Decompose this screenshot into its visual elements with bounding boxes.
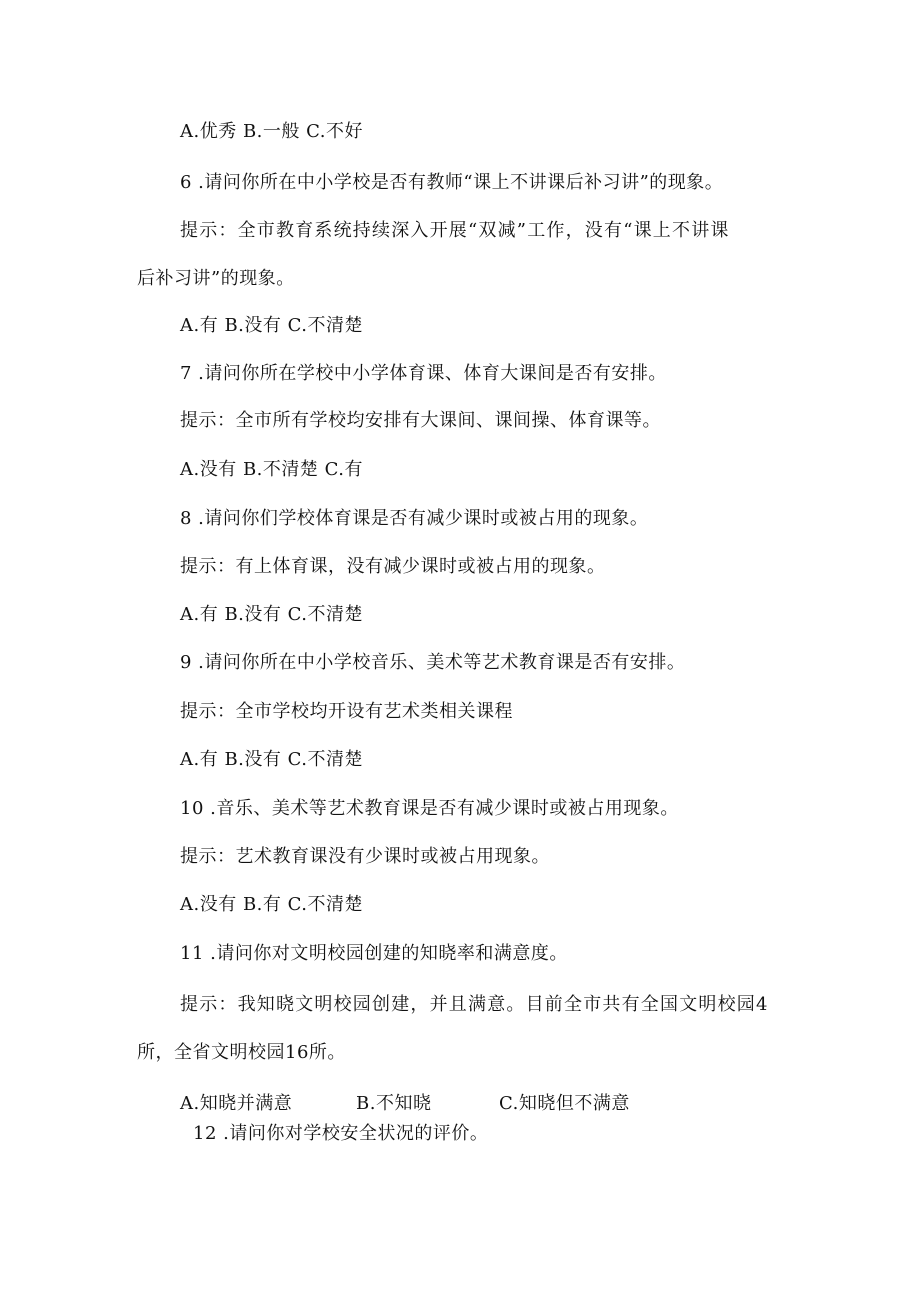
q6-hint: 提示：全市教育系统持续深入开展“双减”工作，没有“课上不讲课 [180,220,730,241]
q10-options: A.没有 B.有 C.不清楚 [180,894,363,915]
q11-option-a: A.知晓并满意 [180,1093,293,1114]
q8-hint: 提示：有上体育课，没有减少课时或被占用的现象。 [180,556,606,577]
q8-question: 8 .请问你们学校体育课是否有减少课时或被占用的现象。 [180,508,649,529]
q7-question: 7 .请问你所在学校中小学体育课、体育大课间是否有安排。 [180,363,667,384]
q11-hint-continued: 所，全省文明校园16所。 [137,1042,346,1063]
q7-options: A.没有 B.不清楚 C.有 [180,459,363,480]
q12-question: 12 .请问你对学校安全状况的评价。 [193,1123,489,1144]
q10-hint: 提示：艺术教育课没有少课时或被占用现象。 [180,846,550,867]
q7-hint: 提示：全市所有学校均安排有大课间、课间操、体育课等。 [180,410,661,431]
q9-options: A.有 B.没有 C.不清楚 [180,749,363,770]
q11-option-b: B.不知晓 [356,1093,432,1114]
q11-options [180,1093,630,1115]
q6-options: A.有 B.没有 C.不清楚 [180,315,363,336]
q9-question: 9 .请问你所在中小学校音乐、美术等艺术教育课是否有安排。 [180,652,686,673]
q6-hint-continued: 后补习讲”的现象。 [137,268,295,289]
q5-options: A.优秀 B.一般 C.不好 [180,121,363,142]
q11-question: 11 .请问你对文明校园创建的知晓率和满意度。 [180,943,568,964]
q11-hint: 提示：我知晓文明校园创建，并且满意。目前全市共有全国文明校园4 [180,994,769,1015]
q6-question: 6 .请问你所在中小学校是否有教师“课上不讲课后补习讲”的现象。 [180,172,724,193]
q8-options: A.有 B.没有 C.不清楚 [180,604,363,625]
q11-option-c: C.知晓但不满意 [499,1093,630,1114]
q10-question: 10 .音乐、美术等艺术教育课是否有减少课时或被占用现象。 [180,798,679,819]
q9-hint: 提示：全市学校均开设有艺术类相关课程 [180,701,513,722]
